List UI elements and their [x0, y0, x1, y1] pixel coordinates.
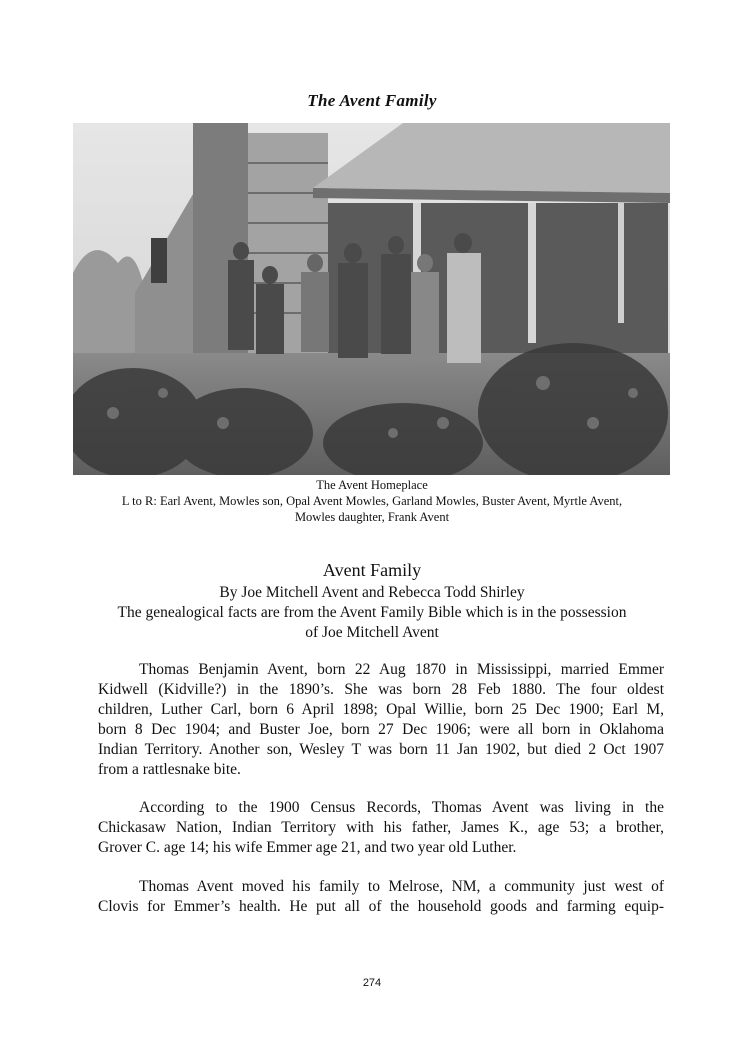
paragraph-line: Grover C. age 14; his wife Emmer age 21, and two year old Luther.: [98, 839, 517, 856]
paragraph-2: [98, 798, 664, 858]
page-number: 274: [362, 977, 382, 989]
paragraph-line: Indian Territory. Another son, Wesley T was born 11 Jan 1902, but died 2 Oct 1907: [98, 741, 664, 758]
byline-source: The genealogical facts are from the Avent Family Bible which is in the possession: [117, 604, 627, 621]
paragraph-line: Kidwell (Kidville?) in the 1890’s. She was born 28 Feb 1880. The four oldest: [98, 681, 664, 698]
homeplace-photo: [73, 123, 670, 475]
byline-source-cont: of Joe Mitchell Avent: [305, 624, 439, 641]
byline-authors: By Joe Mitchell Avent and Rebecca Todd Shirley: [219, 584, 525, 601]
paragraph-line: According to the 1900 Census Records, Thomas Avent was living in the: [139, 799, 664, 816]
paragraph-line: Thomas Avent moved his family to Melrose, NM, a community just west of: [139, 878, 664, 895]
byline: [90, 583, 654, 643]
paragraph-line: from a rattlesnake bite.: [98, 761, 241, 778]
paragraph-1: [98, 660, 664, 780]
photo-illustration: [73, 123, 670, 475]
caption-names-line2: Mowles daughter, Frank Avent: [294, 510, 450, 524]
section-title: Avent Family: [322, 560, 422, 580]
caption-names-line1: L to R: Earl Avent, Mowles son, Opal Avent Mowles, Garland Mowles, Buster Avent, Myrtle Avent,: [121, 494, 623, 508]
paragraph-3: [98, 877, 664, 917]
paragraph-line: Thomas Benjamin Avent, born 22 Aug 1870 in Mississippi, married Emmer: [139, 661, 664, 678]
paragraph-line: born 8 Dec 1904; and Buster Joe, born 27 Dec 1906; were all born in Oklahoma: [98, 721, 664, 738]
photo-caption: [60, 477, 684, 525]
paragraph-line: Chickasaw Nation, Indian Territory with his father, James K., age 53; a brother,: [98, 819, 664, 836]
page-title: The Avent Family: [307, 91, 437, 110]
caption-title: The Avent Homeplace: [316, 478, 428, 492]
paragraph-line: Clovis for Emmer’s health. He put all of the household goods and farming equip-: [98, 898, 664, 915]
paragraph-line: children, Luther Carl, born 6 April 1898; Opal Willie, born 25 Dec 1900; Earl M,: [98, 701, 664, 718]
